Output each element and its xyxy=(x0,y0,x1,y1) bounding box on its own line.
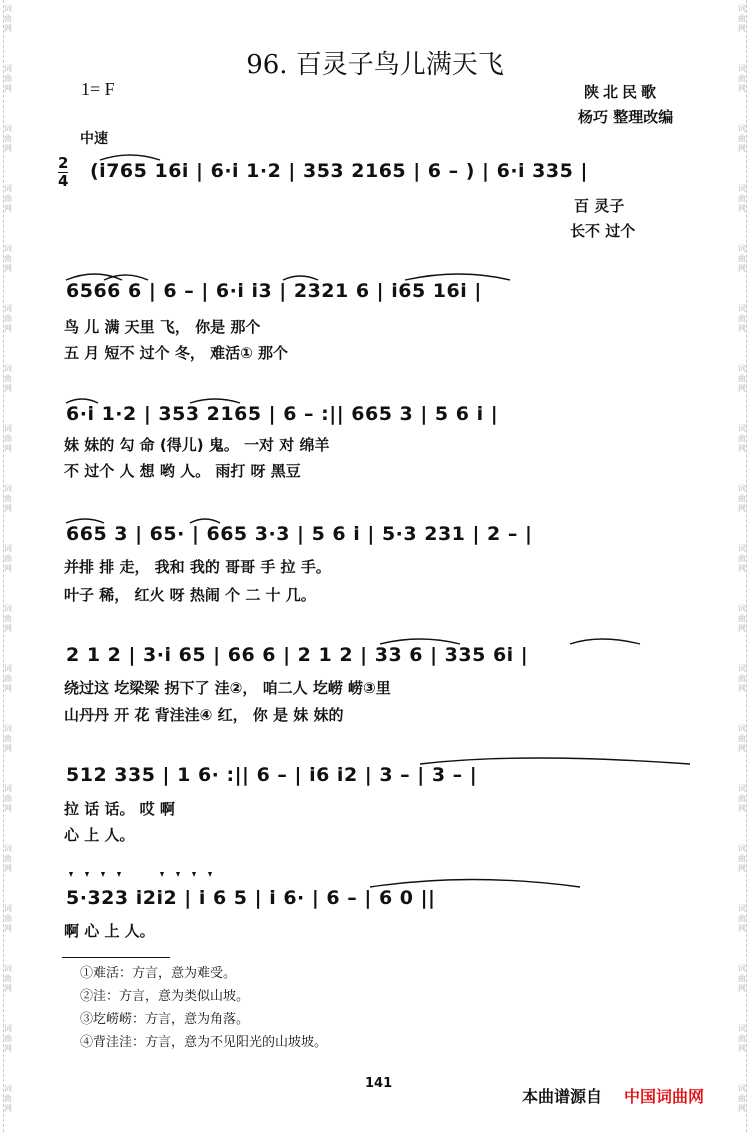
watermark-glyph: 曲 xyxy=(738,134,746,143)
watermark-glyph: 网 xyxy=(4,864,12,873)
watermark-glyph: 网 xyxy=(738,384,746,393)
watermark-glyph: 曲 xyxy=(738,494,746,503)
watermark-glyph: 词 xyxy=(738,364,746,373)
watermark-glyph: 网 xyxy=(4,324,12,333)
watermark-glyph: 词 xyxy=(4,844,12,853)
watermark-glyph: 词 xyxy=(738,4,746,13)
watermark-glyph: 词 xyxy=(4,424,12,433)
watermark-glyph: 词 xyxy=(4,484,12,493)
watermark-glyph: 词 xyxy=(4,544,12,553)
system-6-notes: 512 335 | 1 6· :|| 6 – | i6 i2 | 3 – | 3 – | xyxy=(66,764,478,786)
watermark-glyph: 曲 xyxy=(4,674,12,683)
watermark-glyph: 词 xyxy=(738,64,746,73)
system-4-lyrics-verse2: 叶子 稀， 红火 呀 热闹 个 二 十 几。 xyxy=(64,586,316,604)
watermark-glyph: 曲 xyxy=(738,854,746,863)
watermark-glyph: 曲 xyxy=(4,1094,12,1103)
system-1-notes: (i765 16i | 6·i 1·2 | 353 2165 | 6 – ) | 6·i 335 | xyxy=(90,160,588,182)
watermark-glyph: 词 xyxy=(4,304,12,313)
watermark-glyph: 曲 xyxy=(4,914,12,923)
page-number: 141 xyxy=(365,1076,393,1091)
watermark-glyph: 网 xyxy=(4,384,12,393)
watermark-glyph: 词 xyxy=(738,1084,746,1093)
watermark-glyph: 网 xyxy=(4,744,12,753)
watermark-glyph: 曲 xyxy=(4,854,12,863)
watermark-glyph: 曲 xyxy=(4,194,12,203)
system-5-notes: 2 1 2 | 3·i 65 | 66 6 | 2 1 2 | 33 6 | 335 6i | xyxy=(66,644,529,666)
watermark-glyph: 曲 xyxy=(738,374,746,383)
watermark-glyph: 网 xyxy=(4,804,12,813)
watermark-glyph: 网 xyxy=(4,504,12,513)
watermark-glyph: 词 xyxy=(4,784,12,793)
watermark-glyph: 曲 xyxy=(738,794,746,803)
watermark-glyph: 网 xyxy=(738,1044,746,1053)
system-3-lyrics-verse1: 妹 妹的 勾 命 (得儿) 鬼。 一对 对 绵羊 xyxy=(64,436,330,454)
watermark-glyph: 网 xyxy=(4,624,12,633)
watermark-glyph: 网 xyxy=(738,204,746,213)
credit-brand[interactable]: 中国词曲网 xyxy=(624,1087,705,1106)
watermark-glyph: 曲 xyxy=(4,74,12,83)
footnote-4: ④背洼洼：方言，意为不见阳光的山坡坡。 xyxy=(80,1035,328,1050)
song-source: 陕北民歌 xyxy=(584,83,661,101)
system-5-lyrics-verse1: 绕过这 圪梁梁 拐下了 洼②， 咱二人 圪崂 崂③里 xyxy=(64,679,391,697)
watermark-glyph: 词 xyxy=(738,664,746,673)
footnote-divider xyxy=(62,957,170,958)
watermark-glyph: 曲 xyxy=(738,1034,746,1043)
watermark-glyph: 词 xyxy=(738,304,746,313)
watermark-glyph: 网 xyxy=(738,324,746,333)
system-1-lyrics-verse1: 百 灵子 xyxy=(574,197,625,215)
watermark-glyph: 词 xyxy=(738,604,746,613)
watermark-glyph: 曲 xyxy=(4,734,12,743)
system-5-lyrics-verse2: 山丹丹 开 花 背洼洼④ 红， 你 是 妹 妹的 xyxy=(64,706,344,724)
watermark-glyph: 网 xyxy=(738,744,746,753)
watermark-glyph: 曲 xyxy=(738,434,746,443)
watermark-glyph: 词 xyxy=(738,184,746,193)
song-title: 96. 百灵子鸟儿满天飞 xyxy=(246,50,504,80)
watermark-glyph: 网 xyxy=(738,984,746,993)
watermark-glyph: 词 xyxy=(4,244,12,253)
watermark-glyph: 曲 xyxy=(4,314,12,323)
watermark-glyph: 网 xyxy=(4,204,12,213)
time-signature-top: 2 xyxy=(58,154,69,172)
watermark-glyph: 词 xyxy=(738,544,746,553)
watermark-glyph: 曲 xyxy=(4,614,12,623)
watermark-glyph: 网 xyxy=(4,444,12,453)
system-1-lyrics-verse2: 长不 过个 xyxy=(570,222,636,240)
watermark-glyph: 曲 xyxy=(738,554,746,563)
watermark-glyph: 网 xyxy=(738,84,746,93)
watermark-glyph: 词 xyxy=(4,364,12,373)
watermark-glyph: 曲 xyxy=(738,1094,746,1103)
watermark-glyph: 曲 xyxy=(738,974,746,983)
watermark-glyph: 曲 xyxy=(738,674,746,683)
watermark-glyph: 网 xyxy=(4,1104,12,1113)
watermark-glyph: 曲 xyxy=(4,254,12,263)
footnote-1: ①难活：方言，意为难受。 xyxy=(80,966,237,981)
system-6-lyrics-verse1: 拉 话 话。 哎 啊 xyxy=(64,800,175,818)
watermark-glyph: 曲 xyxy=(4,554,12,563)
watermark-glyph: 词 xyxy=(4,964,12,973)
system-3-notes: 6·i 1·2 | 353 2165 | 6 – :|| 665 3 | 5 6 i | xyxy=(66,403,499,425)
footnote-2: ②洼：方言，意为类似山坡。 xyxy=(80,989,250,1004)
system-4-lyrics-verse1: 并排 排 走， 我和 我的 哥哥 手 拉 手。 xyxy=(64,558,331,576)
watermark-glyph: 曲 xyxy=(4,374,12,383)
watermark-glyph: 词 xyxy=(4,604,12,613)
watermark-glyph: 网 xyxy=(738,684,746,693)
watermark-glyph: 词 xyxy=(738,724,746,733)
watermark-glyph: 网 xyxy=(738,924,746,933)
watermark-glyph: 词 xyxy=(4,1024,12,1033)
watermark-glyph: 网 xyxy=(738,144,746,153)
watermark-glyph: 网 xyxy=(4,84,12,93)
watermark-glyph: 曲 xyxy=(738,734,746,743)
system-2-lyrics-verse2: 五 月 短不 过个 冬， 难活① 那个 xyxy=(64,344,289,362)
watermark-glyph: 曲 xyxy=(738,614,746,623)
watermark-glyph: 曲 xyxy=(4,134,12,143)
watermark-glyph: 词 xyxy=(4,184,12,193)
watermark-glyph: 词 xyxy=(4,664,12,673)
watermark-glyph: 网 xyxy=(4,264,12,273)
watermark-glyph: 词 xyxy=(738,904,746,913)
watermark-glyph: 词 xyxy=(738,844,746,853)
time-signature-bottom: 4 xyxy=(58,172,69,190)
watermark-glyph: 网 xyxy=(738,264,746,273)
watermark-glyph: 曲 xyxy=(738,194,746,203)
watermark-glyph: 曲 xyxy=(738,14,746,23)
watermark-glyph: 词 xyxy=(4,904,12,913)
watermark-glyph: 网 xyxy=(4,24,12,33)
watermark-glyph: 曲 xyxy=(4,434,12,443)
watermark-glyph: 曲 xyxy=(738,254,746,263)
watermark-glyph: 曲 xyxy=(4,1034,12,1043)
system-7-lyrics-verse1: 啊 心 上 人。 xyxy=(64,922,155,940)
watermark-glyph: 网 xyxy=(738,444,746,453)
watermark-glyph: 词 xyxy=(4,124,12,133)
watermark-glyph: 网 xyxy=(4,1044,12,1053)
watermark-glyph: 词 xyxy=(738,1024,746,1033)
watermark-glyph: 网 xyxy=(738,624,746,633)
watermark-glyph: 曲 xyxy=(4,974,12,983)
watermark-glyph: 词 xyxy=(738,964,746,973)
watermark-glyph: 网 xyxy=(4,924,12,933)
watermark-glyph: 网 xyxy=(738,804,746,813)
key-signature: 1= F xyxy=(81,79,115,99)
watermark-glyph: 词 xyxy=(738,244,746,253)
watermark-glyph: 词 xyxy=(738,424,746,433)
arranger-credit: 杨巧 整理改编 xyxy=(578,108,674,126)
watermark-glyph: 网 xyxy=(4,984,12,993)
watermark-glyph: 词 xyxy=(4,1084,12,1093)
system-4-notes: 665 3 | 65· | 665 3·3 | 5 6 i | 5·3 231 | 2 – | xyxy=(66,523,533,545)
watermark-glyph: 曲 xyxy=(738,314,746,323)
system-2-lyrics-verse1: 鸟 儿 满 天里 飞， 你是 那个 xyxy=(64,318,261,336)
watermark-glyph: 网 xyxy=(738,564,746,573)
tempo-marking: 中速 xyxy=(80,131,108,147)
system-6-lyrics-verse2: 心 上 人。 xyxy=(64,826,135,844)
watermark-glyph: 网 xyxy=(4,684,12,693)
watermark-glyph: 词 xyxy=(4,4,12,13)
watermark-glyph: 曲 xyxy=(4,794,12,803)
system-3-lyrics-verse2: 不 过个 人 想 哟 人。 雨打 呀 黑豆 xyxy=(64,462,301,480)
watermark-glyph: 曲 xyxy=(738,74,746,83)
credit-text: 本曲谱源自 xyxy=(522,1087,603,1106)
watermark-glyph: 网 xyxy=(738,24,746,33)
watermark-glyph: 词 xyxy=(738,484,746,493)
watermark-glyph: 网 xyxy=(738,864,746,873)
watermark-glyph: 网 xyxy=(4,564,12,573)
footnote-3: ③圪崂崂：方言，意为角落。 xyxy=(80,1012,250,1027)
watermark-glyph: 网 xyxy=(738,504,746,513)
watermark-glyph: 网 xyxy=(4,144,12,153)
system-2-notes: 6566 6 | 6 – | 6·i i3 | 2321 6 | i65 16i | xyxy=(66,280,482,302)
watermark-glyph: 曲 xyxy=(4,494,12,503)
watermark-glyph: 词 xyxy=(738,124,746,133)
system-7-notes: 5·323 i2i2 | i 6 5 | i 6· | 6 – | 6 0 || xyxy=(66,887,436,909)
watermark-glyph: 网 xyxy=(738,1104,746,1113)
watermark-glyph: 词 xyxy=(4,64,12,73)
watermark-glyph: 词 xyxy=(4,724,12,733)
watermark-glyph: 词 xyxy=(738,784,746,793)
watermark-glyph: 曲 xyxy=(738,914,746,923)
source-credit xyxy=(522,1084,704,1107)
watermark-glyph: 曲 xyxy=(4,14,12,23)
